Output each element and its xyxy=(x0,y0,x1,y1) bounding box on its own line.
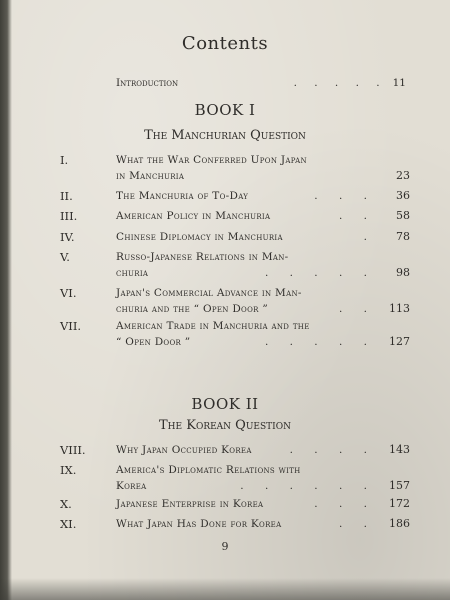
chapter-number: V. xyxy=(60,250,70,264)
leader-dots: . . . . . xyxy=(264,267,376,279)
contents-title: Contents xyxy=(181,33,269,54)
bottom-shadow xyxy=(0,578,450,600)
leader-dots: . . . . xyxy=(289,444,376,456)
chapter-number: XI. xyxy=(60,517,77,531)
chapter-title-line1: Japanese Enterprise in Korea xyxy=(116,498,264,510)
chapter-page: 127 xyxy=(389,335,410,348)
chapter-title-line1: Russo-Japanese Relations in Man- xyxy=(116,251,289,263)
introduction-dots: . . . . . xyxy=(293,77,387,89)
chapter-title-line1: What the War Conferred Upon Japan xyxy=(116,154,307,166)
book2-heading: BOOK II xyxy=(191,395,259,413)
leader-dots: . . xyxy=(338,518,376,530)
chapter-page: 23 xyxy=(396,169,410,182)
chapter-page: 157 xyxy=(389,479,410,492)
chapter-number: VII. xyxy=(60,319,82,333)
leader-dots: . . xyxy=(338,210,376,222)
leader-dots: . . xyxy=(338,303,376,315)
chapter-title-line2: in Manchuria xyxy=(116,170,185,182)
chapter-page: 113 xyxy=(389,302,410,315)
leader-dots: . . . . . . xyxy=(240,480,376,492)
chapter-title-line1: What Japan Has Done for Korea xyxy=(116,518,282,530)
chapter-page: 143 xyxy=(389,443,410,456)
chapter-title-line1: Why Japan Occupied Korea xyxy=(116,444,252,456)
chapter-title-line1: America's Diplomatic Relations with xyxy=(116,464,301,476)
leader-dots: . . . xyxy=(314,190,376,202)
chapter-page: 36 xyxy=(396,189,410,202)
chapter-number: I. xyxy=(60,153,69,167)
chapter-page: 78 xyxy=(396,230,410,243)
chapter-number: II. xyxy=(60,189,73,203)
chapter-title-line1: American Policy in Manchuria xyxy=(116,210,271,222)
page-number: 9 xyxy=(221,540,229,553)
introduction-page: 11 xyxy=(392,77,406,89)
introduction-entry xyxy=(116,77,406,89)
chapter-title-line2: Korea xyxy=(116,480,147,492)
chapter-page: 58 xyxy=(396,209,410,222)
chapter-title-line1: American Trade in Manchuria and the xyxy=(116,320,310,332)
leader-dots: . . . . . xyxy=(264,336,376,348)
chapter-title-line1: The Manchuria of To-Day xyxy=(116,190,249,202)
book1-heading: BOOK I xyxy=(194,101,256,119)
leader-dots: . xyxy=(363,231,376,243)
binding-shadow xyxy=(0,0,12,600)
chapter-page: 98 xyxy=(396,266,410,279)
chapter-page: 172 xyxy=(389,497,410,510)
chapter-number: III. xyxy=(60,209,78,223)
chapter-number: VIII. xyxy=(60,443,86,457)
chapter-number: VI. xyxy=(60,286,77,300)
chapter-title-line1: Chinese Diplomacy in Manchuria xyxy=(116,231,283,243)
chapter-title-line2: churia and the “ Open Door ” xyxy=(116,303,269,315)
chapter-title-line2: “ Open Door ” xyxy=(116,336,191,348)
chapter-title-line1: Japan's Commercial Advance in Man- xyxy=(116,287,302,299)
book2-subtitle: The Korean Question xyxy=(159,418,291,433)
leader-dots: . . . xyxy=(314,498,376,510)
book1-subtitle: The Manchurian Question xyxy=(144,128,306,143)
chapter-page: 186 xyxy=(389,517,410,530)
chapter-title-line2: churia xyxy=(116,267,149,279)
chapter-number: IV. xyxy=(60,230,75,244)
chapter-number: X. xyxy=(60,497,72,511)
chapter-number: IX. xyxy=(60,463,77,477)
introduction-label: Introduction xyxy=(116,77,179,89)
